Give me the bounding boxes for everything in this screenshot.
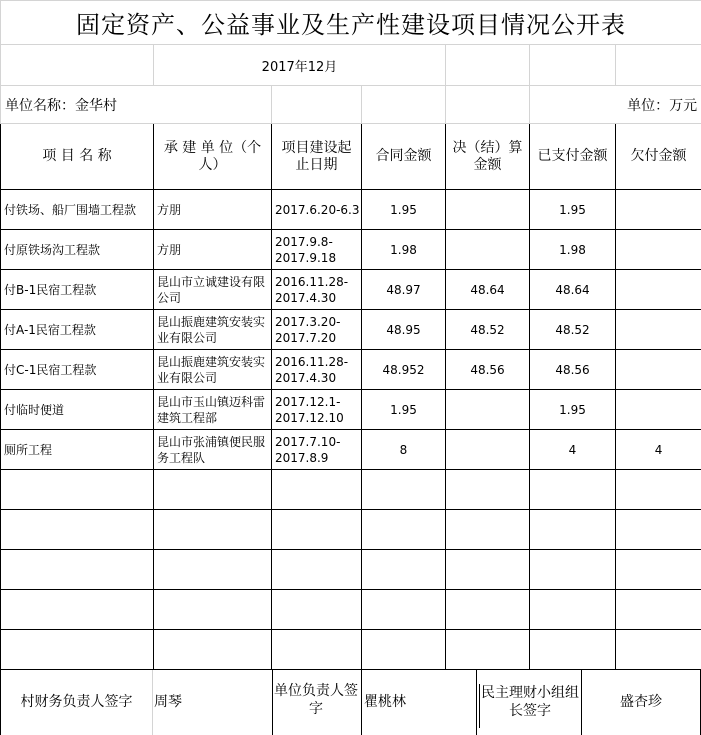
header-contract-amount: 合同金额 xyxy=(362,124,446,190)
header-dates: 项目建设起止日期 xyxy=(272,124,362,190)
contractor-cell: 昆山市立诚建设有限公司 xyxy=(154,270,272,310)
currency-unit-label: 单位：万元 xyxy=(530,86,701,124)
table-row xyxy=(1,390,701,430)
dates-cell: 2017.12.1-2017.12.10 xyxy=(272,390,362,430)
blank-cell xyxy=(446,45,530,86)
owed-amount-cell xyxy=(616,190,701,230)
contractor-cell: 方朋 xyxy=(154,230,272,270)
contractor-cell: 昆山振鹿建筑安装实业有限公司 xyxy=(154,310,272,350)
table-row xyxy=(1,430,701,470)
header-settlement-amount: 决（结）算金额 xyxy=(446,124,530,190)
table-row xyxy=(1,350,701,390)
table-row xyxy=(1,270,701,310)
owed-amount-cell xyxy=(616,350,701,390)
owed-amount-cell xyxy=(616,270,701,310)
project-name-cell: 付B-1民宿工程款 xyxy=(1,270,154,310)
header-owed-amount: 欠付金额 xyxy=(616,124,701,190)
owed-amount-cell xyxy=(616,230,701,270)
owed-amount-cell: 4 xyxy=(616,430,701,470)
blank-cell xyxy=(530,45,616,86)
project-name-cell: 付A-1民宿工程款 xyxy=(1,310,154,350)
project-name-cell: 付铁场、船厂围墙工程款 xyxy=(1,190,154,230)
paid-amount-cell: 4 xyxy=(530,430,616,470)
settlement-amount-cell xyxy=(446,190,530,230)
unit-head-signature-name: 瞿桃林 xyxy=(361,670,477,735)
settlement-amount-cell xyxy=(446,390,530,430)
dates-cell: 2017.7.10-2017.8.9 xyxy=(272,430,362,470)
table-row xyxy=(1,190,701,230)
finance-group-signature-label: 民主理财小组组长签字 xyxy=(479,684,580,728)
paid-amount-cell: 1.98 xyxy=(530,230,616,270)
period-label: 2017年12月 xyxy=(154,45,446,86)
blank-cell xyxy=(1,45,154,86)
settlement-amount-cell xyxy=(446,230,530,270)
signature-row xyxy=(0,669,701,735)
page-title: 固定资产、公益事业及生产性建设项目情况公开表 xyxy=(1,1,701,45)
header-paid-amount: 已支付金额 xyxy=(530,124,616,190)
empty-row xyxy=(1,590,701,630)
table-row xyxy=(1,310,701,350)
dates-cell: 2017.9.8-2017.9.18 xyxy=(272,230,362,270)
contract-amount-cell: 48.95 xyxy=(362,310,446,350)
blank-cell xyxy=(446,86,530,124)
finance-signature-label: 村财务负责人签字 xyxy=(0,670,153,735)
paid-amount-cell: 1.95 xyxy=(530,390,616,430)
empty-row xyxy=(1,470,701,510)
contract-amount-cell: 1.95 xyxy=(362,390,446,430)
dates-cell: 2016.11.28-2017.4.30 xyxy=(272,350,362,390)
empty-row xyxy=(1,630,701,670)
empty-row xyxy=(1,510,701,550)
contract-amount-cell: 1.95 xyxy=(362,190,446,230)
unit-head-signature-label: 单位负责人签字 xyxy=(272,682,360,726)
contract-amount-cell: 48.952 xyxy=(362,350,446,390)
project-name-cell: 厕所工程 xyxy=(1,430,154,470)
blank-cell xyxy=(616,45,701,86)
unit-name-label: 单位名称：金华村 xyxy=(1,86,272,124)
header-contractor: 承 建 单 位（个 人） xyxy=(154,124,272,190)
paid-amount-cell: 48.52 xyxy=(530,310,616,350)
paid-amount-cell: 48.56 xyxy=(530,350,616,390)
project-name-cell: 付原铁场沟工程款 xyxy=(1,230,154,270)
contractor-cell: 昆山市玉山镇迈科雷建筑工程部 xyxy=(154,390,272,430)
header-project-name: 项 目 名 称 xyxy=(1,124,154,190)
settlement-amount-cell xyxy=(446,430,530,470)
contractor-cell: 昆山市张浦镇便民服务工程队 xyxy=(154,430,272,470)
dates-cell: 2017.3.20-2017.7.20 xyxy=(272,310,362,350)
header-row xyxy=(1,124,701,190)
settlement-amount-cell: 48.56 xyxy=(446,350,530,390)
dates-cell: 2016.11.28-2017.4.30 xyxy=(272,270,362,310)
project-name-cell: 付C-1民宿工程款 xyxy=(1,350,154,390)
contract-amount-cell: 48.97 xyxy=(362,270,446,310)
contract-amount-cell: 8 xyxy=(362,430,446,470)
owed-amount-cell xyxy=(616,310,701,350)
finance-signature-name: 周琴 xyxy=(152,670,273,735)
paid-amount-cell: 48.64 xyxy=(530,270,616,310)
empty-row xyxy=(1,550,701,590)
paid-amount-cell: 1.95 xyxy=(530,190,616,230)
project-name-cell: 付临时便道 xyxy=(1,390,154,430)
blank-cell xyxy=(272,86,362,124)
finance-group-signature-name: 盛杏珍 xyxy=(581,670,701,735)
dates-cell: 2017.6.20-6.3 xyxy=(272,190,362,230)
settlement-amount-cell: 48.64 xyxy=(446,270,530,310)
owed-amount-cell xyxy=(616,390,701,430)
table-row xyxy=(1,230,701,270)
contract-amount-cell: 1.98 xyxy=(362,230,446,270)
settlement-amount-cell: 48.52 xyxy=(446,310,530,350)
blank-cell xyxy=(362,86,446,124)
contractor-cell: 昆山振鹿建筑安装实业有限公司 xyxy=(154,350,272,390)
contractor-cell: 方朋 xyxy=(154,190,272,230)
